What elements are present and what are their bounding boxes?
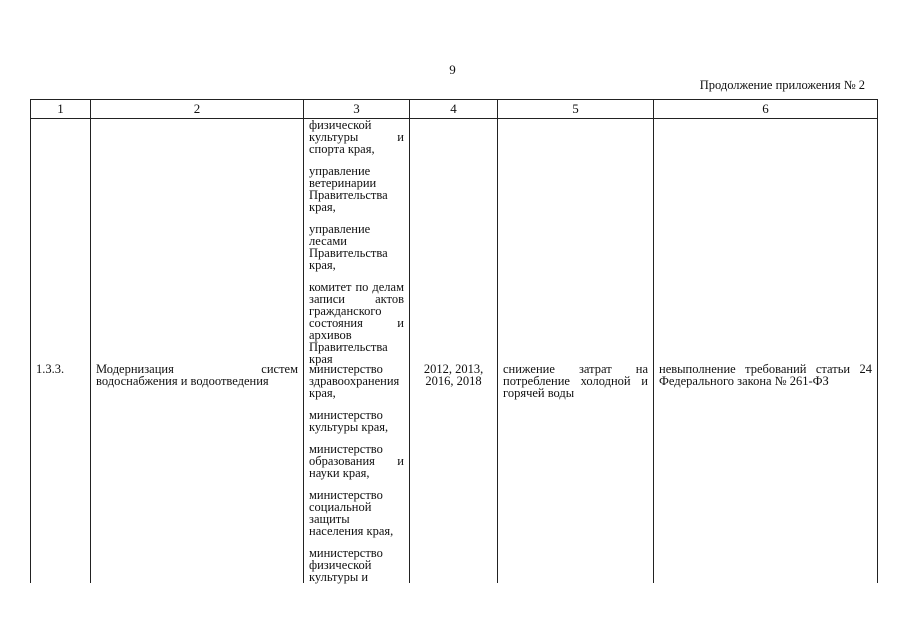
- column-header-1: 1: [31, 100, 91, 119]
- expected-effect: снижение затрат на потребление холодной и горячей воды: [498, 363, 654, 583]
- executor-item: комитет по делам записи актов гражданского состояния и архивов Правительства края: [309, 280, 404, 366]
- executor-item: министерство здравоохранения края,: [309, 362, 400, 400]
- risk-description: невыполнение требований статьи 24 Федерального закона № 261-ФЗ: [654, 363, 878, 583]
- column-header-6: 6: [654, 100, 878, 119]
- continued-executors-cell: [304, 119, 410, 364]
- executor-item: физической культуры и спорта края,: [309, 118, 404, 156]
- header-row: [31, 100, 878, 119]
- column-header-2: 2: [91, 100, 304, 119]
- continued-row: [31, 119, 878, 364]
- executor-item: министерство культуры края,: [309, 408, 389, 434]
- executor-item: управление ветеринарии Правительства края,: [309, 164, 388, 214]
- table-row: [31, 363, 878, 583]
- executor-item: министерство физической культуры и: [309, 546, 383, 584]
- column-header-3: 3: [304, 100, 410, 119]
- appendix-table: [30, 99, 878, 583]
- continuation-label: Продолжение приложения № 2: [699, 78, 865, 92]
- executors-cell: [304, 363, 410, 583]
- row-number: 1.3.3.: [31, 363, 91, 583]
- page-number: 9: [449, 62, 456, 77]
- executor-item: управление лесами Правительства края,: [309, 222, 388, 272]
- column-header-5: 5: [498, 100, 654, 119]
- executor-item: министерство образования и науки края,: [309, 442, 404, 480]
- measure-name: Модернизация систем водоснабжения и водоотведения: [91, 363, 304, 583]
- implementation-years: 2012, 2013, 2016, 2018: [410, 363, 498, 583]
- column-header-4: 4: [410, 100, 498, 119]
- executor-item: министерство социальной защиты населения края,: [309, 488, 394, 538]
